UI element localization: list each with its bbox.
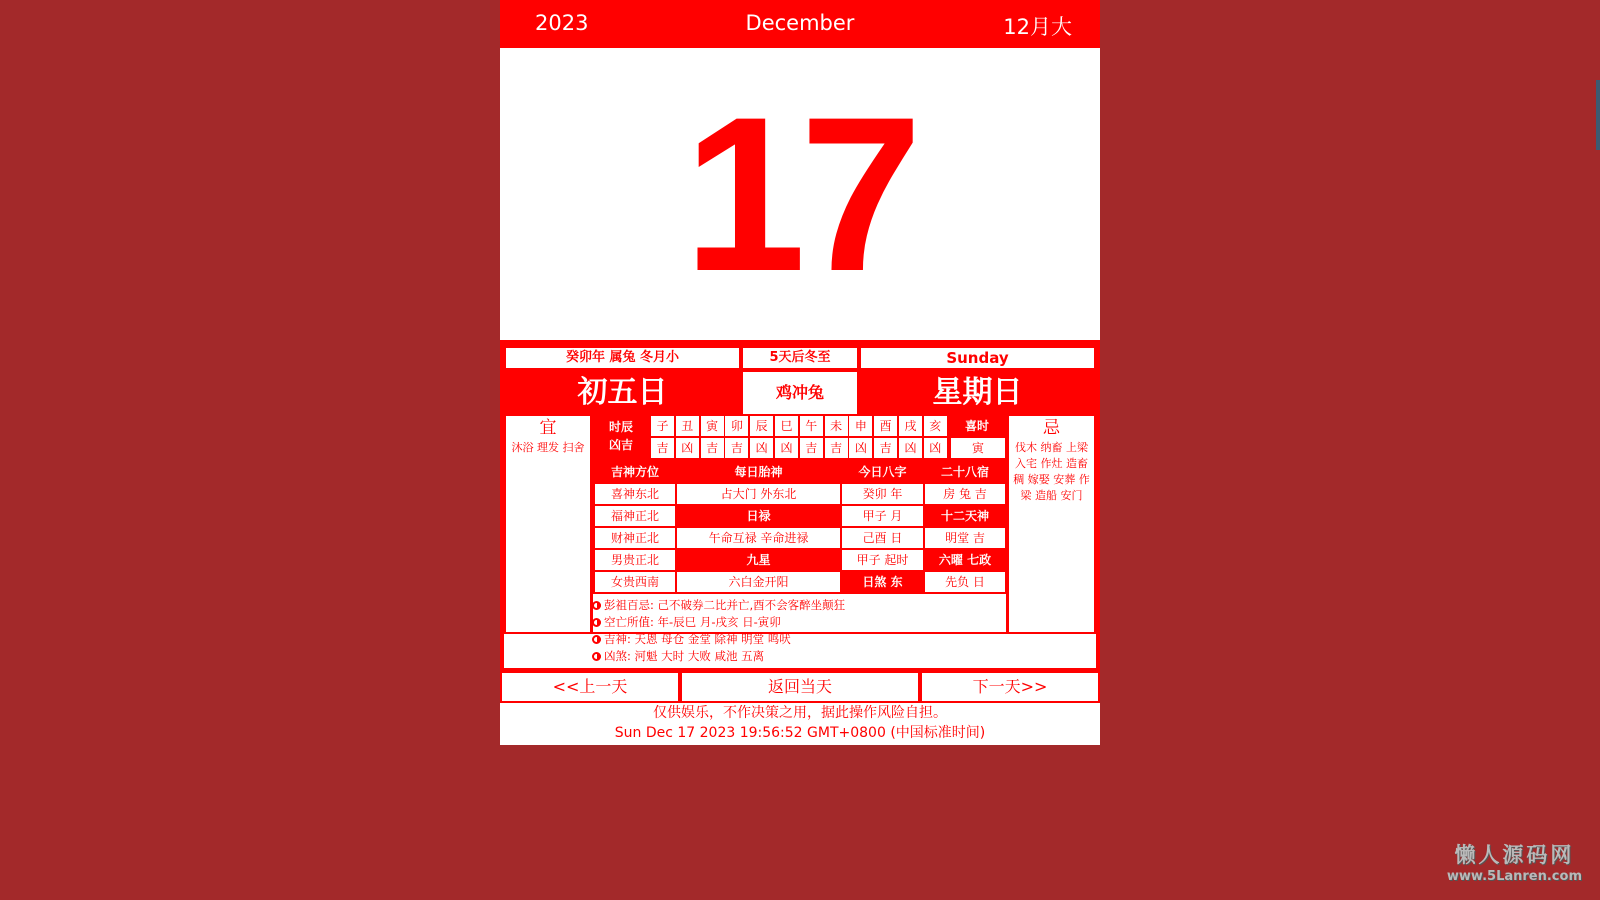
hour-branch: 亥 xyxy=(924,416,947,436)
yi-title: 宜 xyxy=(539,418,557,438)
bullet-icon xyxy=(592,652,601,661)
hour-branch: 巳 xyxy=(775,416,798,436)
hour-luck: 吉 xyxy=(725,438,748,458)
scrollbar-thumb[interactable] xyxy=(1596,80,1600,150)
yi-list: 沐浴 理发 扫舍 xyxy=(511,441,585,454)
hour-luck: 凶 xyxy=(750,438,773,458)
yi-panel xyxy=(506,416,590,632)
hour-luck: 吉 xyxy=(825,438,848,458)
note-text: 凶煞: 河魁 大时 大败 咸池 五离 xyxy=(604,649,765,663)
hour-column xyxy=(899,416,923,458)
bullet-icon xyxy=(592,601,601,610)
next-day-button[interactable]: 下一天>> xyxy=(922,673,1098,701)
hour-column xyxy=(924,416,948,458)
table-cell-bazi: 甲子 月 xyxy=(842,506,923,526)
hour-luck: 凶 xyxy=(676,438,699,458)
hour-branch: 申 xyxy=(849,416,872,436)
hour-column xyxy=(701,416,725,458)
hour-branch: 卯 xyxy=(725,416,748,436)
hour-branch: 丑 xyxy=(676,416,699,436)
table-cell-directions: 男贵正北 xyxy=(595,550,675,570)
table-header-mansions: 二十八宿 xyxy=(925,462,1005,482)
bullet-icon xyxy=(592,635,601,644)
hour-luck: 凶 xyxy=(924,438,947,458)
lunar-day: 初五日 xyxy=(506,372,739,414)
table-cell-fetal: 占大门 外东北 xyxy=(677,484,840,504)
hour-luck: 吉 xyxy=(874,438,897,458)
hour-branch: 子 xyxy=(651,416,674,436)
hour-luck: 吉 xyxy=(651,438,674,458)
table-cell-bazi: 日煞 东 xyxy=(842,572,923,592)
table-cell-fetal: 六白金开阳 xyxy=(677,572,840,592)
disclaimer: 仅供娱乐，不作决策之用，据此操作风险自担。 xyxy=(653,705,947,721)
table-cell-fetal: 日禄 xyxy=(677,506,840,526)
table-cell-bazi: 癸卯 年 xyxy=(842,484,923,504)
hour-luck: 吉 xyxy=(800,438,823,458)
table-cell-bazi: 甲子 起时 xyxy=(842,550,923,570)
lucky-hour-label: 喜时 xyxy=(949,416,1005,436)
hour-luck: 凶 xyxy=(899,438,922,458)
table-header-directions: 吉神方位 xyxy=(595,462,675,482)
table-cell-fetal: 九星 xyxy=(677,550,840,570)
hour-branch: 辰 xyxy=(750,416,773,436)
hours-label xyxy=(593,416,649,458)
table-header-bazi: 今日八字 xyxy=(842,462,923,482)
solar-term-countdown: 5天后冬至 xyxy=(743,348,857,368)
note-text: 空亡所值: 年-辰巳 月-戌亥 日-寅卯 xyxy=(604,615,781,629)
notes-list xyxy=(592,597,1012,665)
note-item xyxy=(592,597,1012,614)
hour-branch: 未 xyxy=(825,416,848,436)
table-cell-mansions: 明堂 吉 xyxy=(925,528,1005,548)
watermark-url: www.5Lanren.com xyxy=(1446,869,1582,884)
table-cell-mansions: 先负 日 xyxy=(925,572,1005,592)
calendar-header xyxy=(500,0,1100,48)
weekday-english: Sunday xyxy=(861,348,1094,368)
ji-title: 忌 xyxy=(1043,418,1060,438)
hour-column xyxy=(651,416,675,458)
hour-branch: 戌 xyxy=(899,416,922,436)
table-header-fetal: 每日胎神 xyxy=(677,462,840,482)
weekday-chinese: 星期日 xyxy=(861,372,1094,414)
calendar-card xyxy=(500,0,1100,745)
watermark-title: 懒人源码网 xyxy=(1454,843,1575,867)
hour-column xyxy=(849,416,873,458)
month-label: December xyxy=(745,11,855,35)
current-datetime: Sun Dec 17 2023 19:56:52 GMT+0800 (中国标准时间) xyxy=(614,725,986,741)
day-number: 17 xyxy=(500,48,1100,340)
ji-panel xyxy=(1009,416,1094,632)
note-item xyxy=(592,648,1012,665)
note-item xyxy=(592,614,1012,631)
ji-list: 伐木 纳畜 上梁 入宅 作灶 造畜稠 嫁娶 安葬 作梁 造船 安门 xyxy=(1013,441,1090,502)
hours-label-1: 时辰 xyxy=(608,420,633,434)
clash-zodiac: 鸡冲兔 xyxy=(743,372,857,414)
note-text: 吉神: 天恩 母仓 金堂 除神 明堂 鸣吠 xyxy=(604,632,791,646)
hour-column xyxy=(725,416,749,458)
hour-column xyxy=(874,416,898,458)
hour-column xyxy=(676,416,700,458)
table-cell-mansions: 六曜 七政 xyxy=(925,550,1005,570)
hour-column xyxy=(825,416,849,458)
ganzhi-year: 癸卯年 属兔 冬月小 xyxy=(506,348,739,368)
table-cell-directions: 女贵西南 xyxy=(595,572,675,592)
back-to-today-button[interactable]: 返回当天 xyxy=(682,673,918,701)
footer xyxy=(500,703,1100,745)
hour-branch: 寅 xyxy=(701,416,724,436)
lunar-month-label: 12月大 xyxy=(1003,15,1072,39)
hour-luck: 凶 xyxy=(849,438,872,458)
table-cell-mansions: 十二天神 xyxy=(925,506,1005,526)
hour-column xyxy=(800,416,824,458)
hour-luck: 吉 xyxy=(701,438,724,458)
hour-luck: 凶 xyxy=(775,438,798,458)
hours-label-2: 凶吉 xyxy=(608,438,633,452)
table-cell-bazi: 己酉 日 xyxy=(842,528,923,548)
hour-branch: 酉 xyxy=(874,416,897,436)
table-cell-directions: 财神正北 xyxy=(595,528,675,548)
hour-branch: 午 xyxy=(800,416,823,436)
prev-day-button[interactable]: <<上一天 xyxy=(502,673,678,701)
table-cell-directions: 喜神东北 xyxy=(595,484,675,504)
table-cell-mansions: 房 兔 吉 xyxy=(925,484,1005,504)
note-item xyxy=(592,631,1012,648)
hour-column xyxy=(775,416,799,458)
bullet-icon xyxy=(592,618,601,627)
hour-column xyxy=(750,416,774,458)
lucky-hour-value: 寅 xyxy=(951,438,1005,458)
watermark-logo xyxy=(1447,839,1582,884)
year-label: 2023 xyxy=(535,11,589,35)
note-text: 彭祖百忌: 己不破券二比并亡,酉不会客醉坐颠狂 xyxy=(604,598,846,612)
table-cell-directions: 福神正北 xyxy=(595,506,675,526)
table-cell-fetal: 午命互禄 辛命进禄 xyxy=(677,528,840,548)
